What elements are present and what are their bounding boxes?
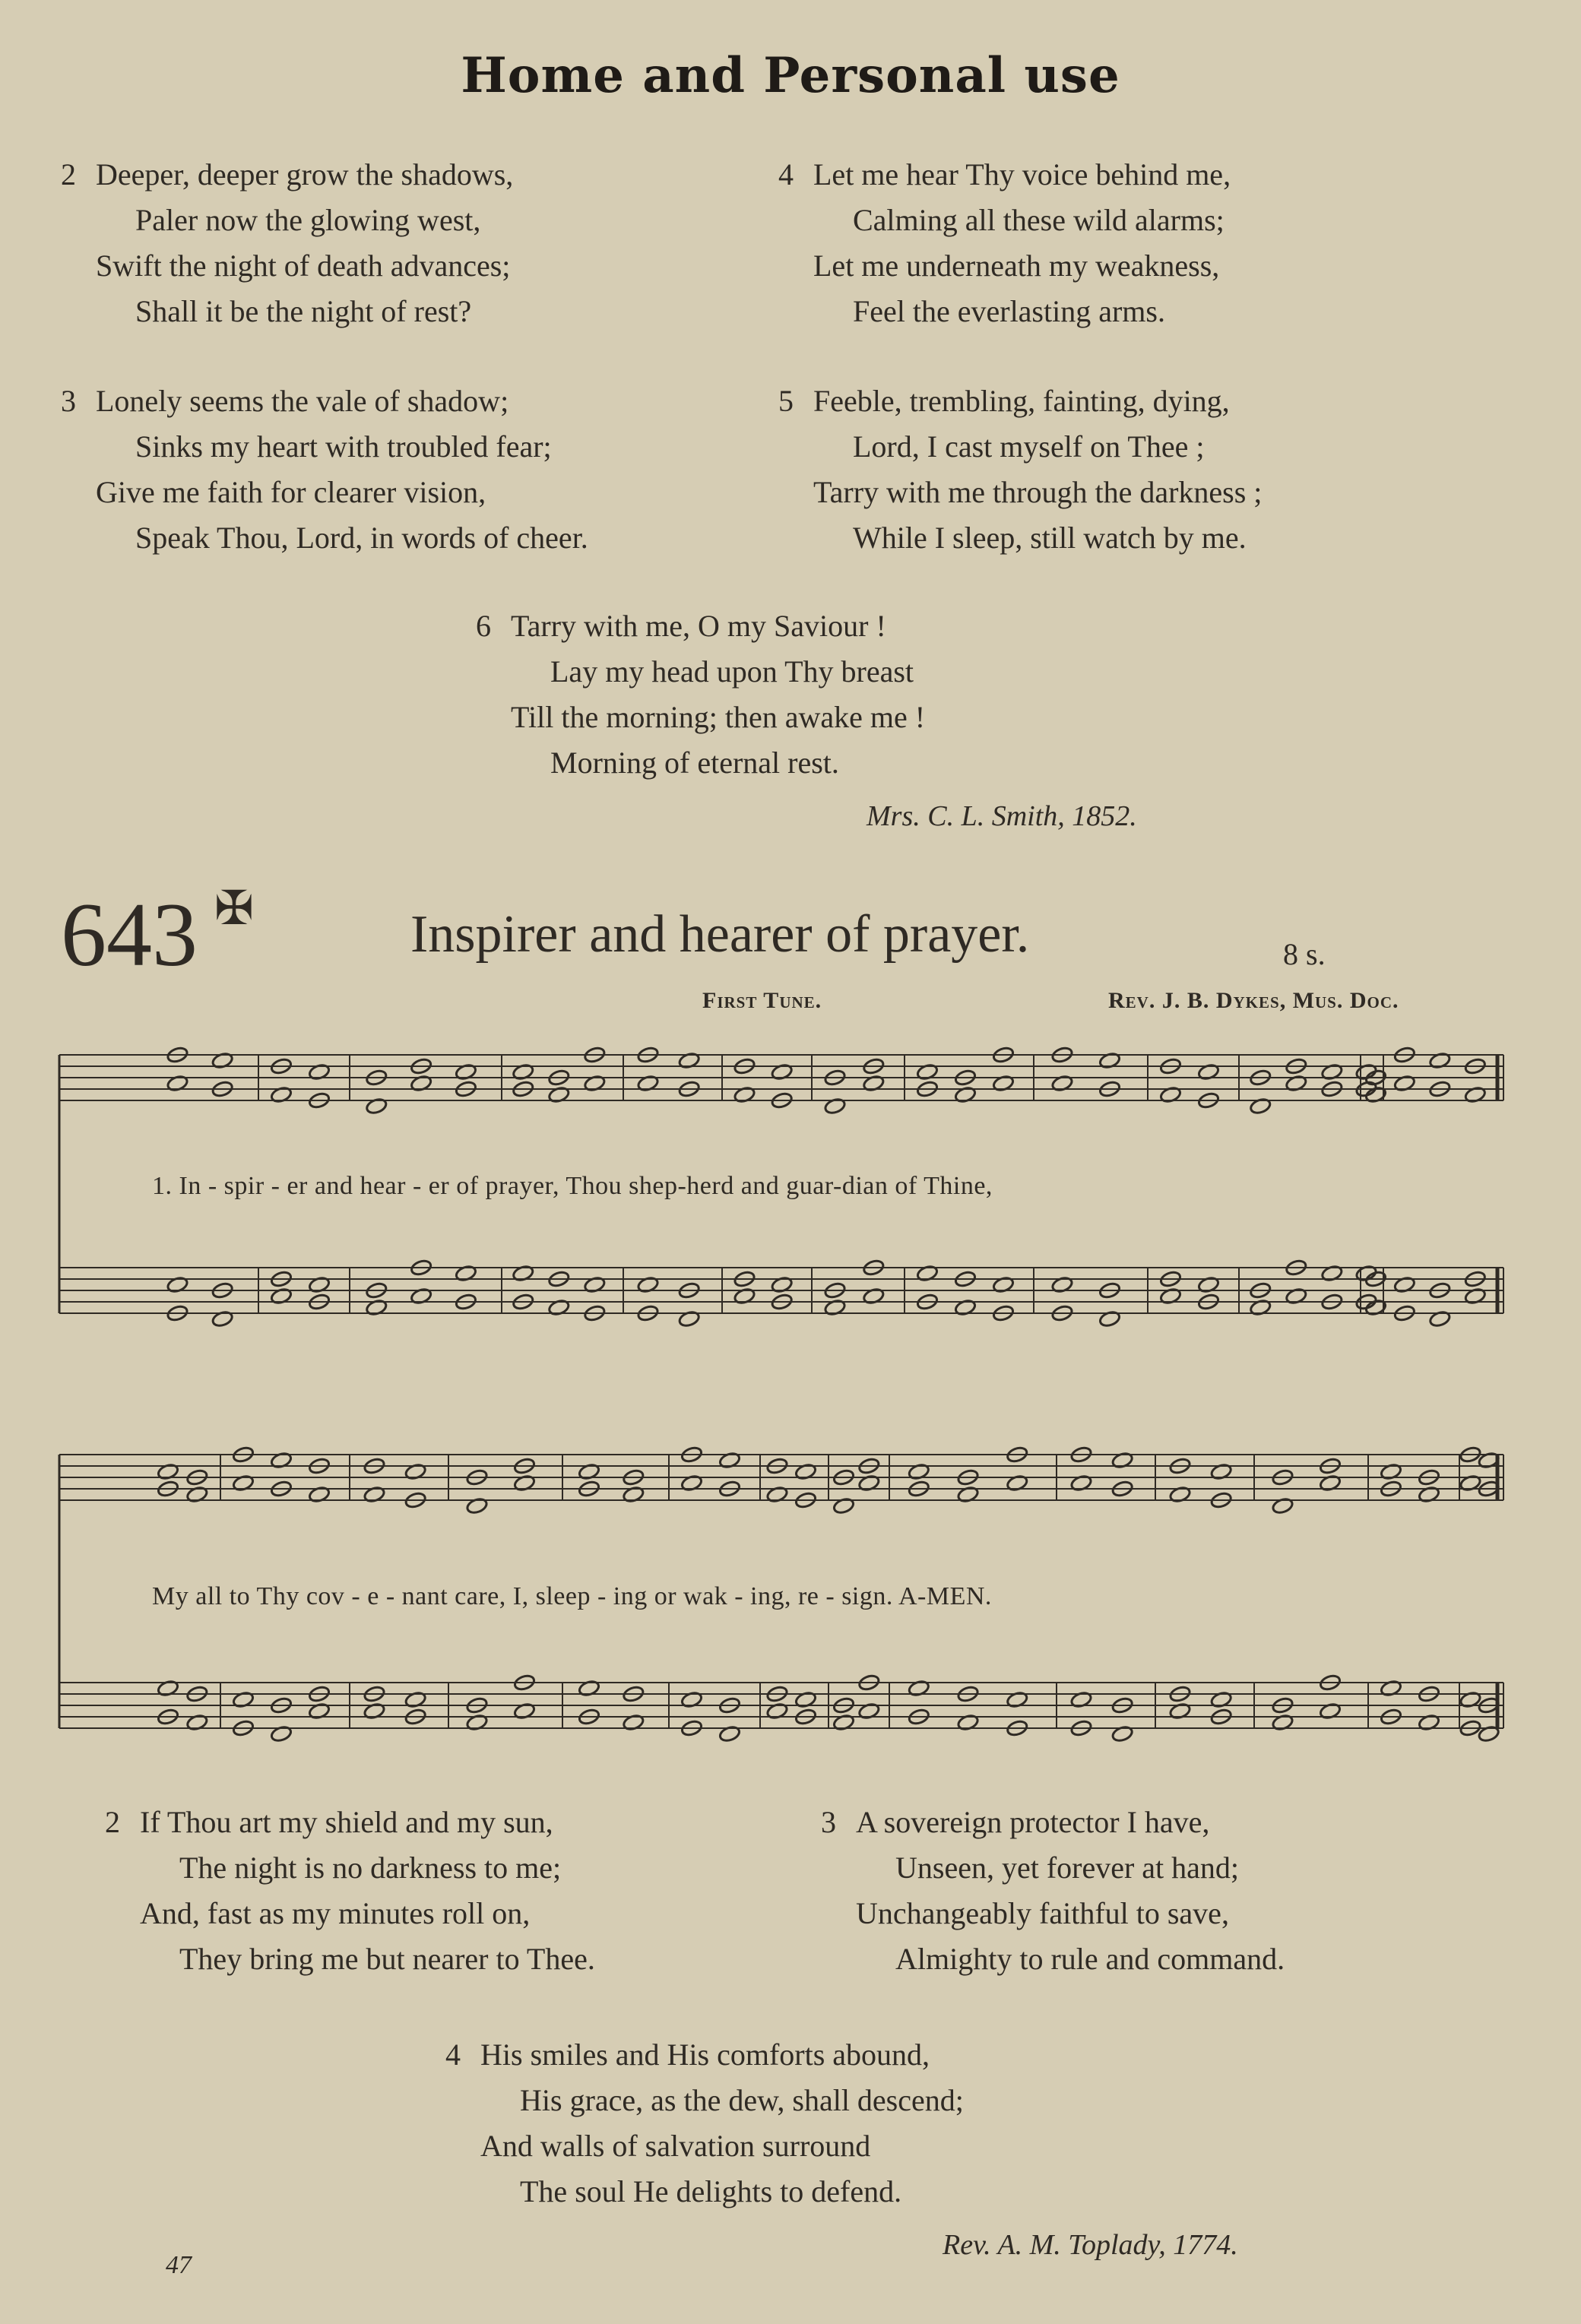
stanza-line: 3 Lonely seems the vale of shadow;: [61, 384, 509, 418]
stanza-line: Tarry with me through the darkness ;: [813, 475, 1263, 509]
lyrics-line-2: My all to Thy cov - e - nant care, I, sleep - ing or wak - ing, re - sign. A-MEN.: [152, 1582, 992, 1610]
stanza-line: 6 Tarry with me, O my Saviour !: [476, 609, 886, 643]
stanza-line: Let me underneath my weakness,: [813, 249, 1220, 283]
composer: Rev. J. B. Dykes, Mus. Doc.: [1108, 988, 1399, 1013]
page-number: 47: [166, 2251, 192, 2279]
stanza-line: Give me faith for clearer vision,: [96, 475, 486, 509]
stanza-line: The night is no darkness to me;: [179, 1851, 562, 1885]
stanza-line: Calming all these wild alarms;: [853, 203, 1225, 237]
stanza-line: His grace, as the dew, shall descend;: [520, 2083, 964, 2117]
hymn-stanza-4: [445, 2032, 964, 2215]
cross-icon: ✠: [214, 883, 254, 935]
stanza-line: 4 His smiles and His comforts abound,: [445, 2037, 930, 2072]
stanza-line: Lord, I cast myself on Thee ;: [853, 429, 1205, 464]
stanza-line: Feel the everlasting arms.: [853, 294, 1165, 328]
stanza-line: Unchangeably faithful to save,: [856, 1896, 1229, 1930]
hymn-number: 643: [61, 884, 198, 985]
tune-label: First Tune.: [702, 988, 822, 1013]
stanza-line: Shall it be the night of rest?: [135, 294, 472, 328]
meter: 8 s.: [1283, 937, 1326, 971]
stanza-line: Swift the night of death advances;: [96, 249, 511, 283]
stanza-line: And walls of salvation surround: [480, 2129, 871, 2163]
stanza-line: 4 Let me hear Thy voice behind me,: [778, 157, 1231, 192]
stanza-line: Lay my head upon Thy breast: [550, 654, 914, 689]
stanza-line: Unseen, yet forever at hand;: [895, 1851, 1240, 1885]
stanza-line: Sinks my heart with troubled fear;: [135, 429, 552, 464]
stanza-line: Morning of eternal rest.: [550, 746, 839, 780]
stanza-line: 3 A sovereign protector I have,: [821, 1805, 1210, 1839]
hymn-attribution: Rev. A. M. Toplady, 1774.: [943, 2229, 1238, 2261]
hymn-stanza-3: [821, 1800, 1285, 1982]
stanza-line: 5 Feeble, trembling, fainting, dying,: [778, 384, 1230, 418]
stanza-line: Speak Thou, Lord, in words of cheer.: [135, 521, 588, 555]
hymn-title: Inspirer and hearer of prayer.: [410, 905, 1030, 964]
stanza-line: 2 If Thou art my shield and my sun,: [105, 1805, 553, 1839]
stanza-line: While I sleep, still watch by me.: [853, 521, 1247, 555]
stanza-line: Till the morning; then awake me !: [511, 700, 926, 734]
lyrics-line-1: 1. In - spir - er and hear - er of prayer, Thou shep-herd and guar-dian of Thine,: [152, 1172, 993, 1200]
stanza-line: And, fast as my minutes roll on,: [140, 1896, 531, 1930]
stanza-line: Paler now the glowing west,: [135, 203, 481, 237]
stanza-line: The soul He delights to defend.: [520, 2174, 902, 2208]
stanza-line: They bring me but nearer to Thee.: [179, 1942, 595, 1976]
stanza-line: 2 Deeper, deeper grow the shadows,: [61, 157, 514, 192]
attribution: Mrs. C. L. Smith, 1852.: [867, 800, 1137, 832]
hymn-stanza-2: [105, 1800, 595, 1982]
page-header: Home and Personal use: [461, 47, 1120, 104]
stanza-line: Almighty to rule and command.: [895, 1942, 1285, 1976]
